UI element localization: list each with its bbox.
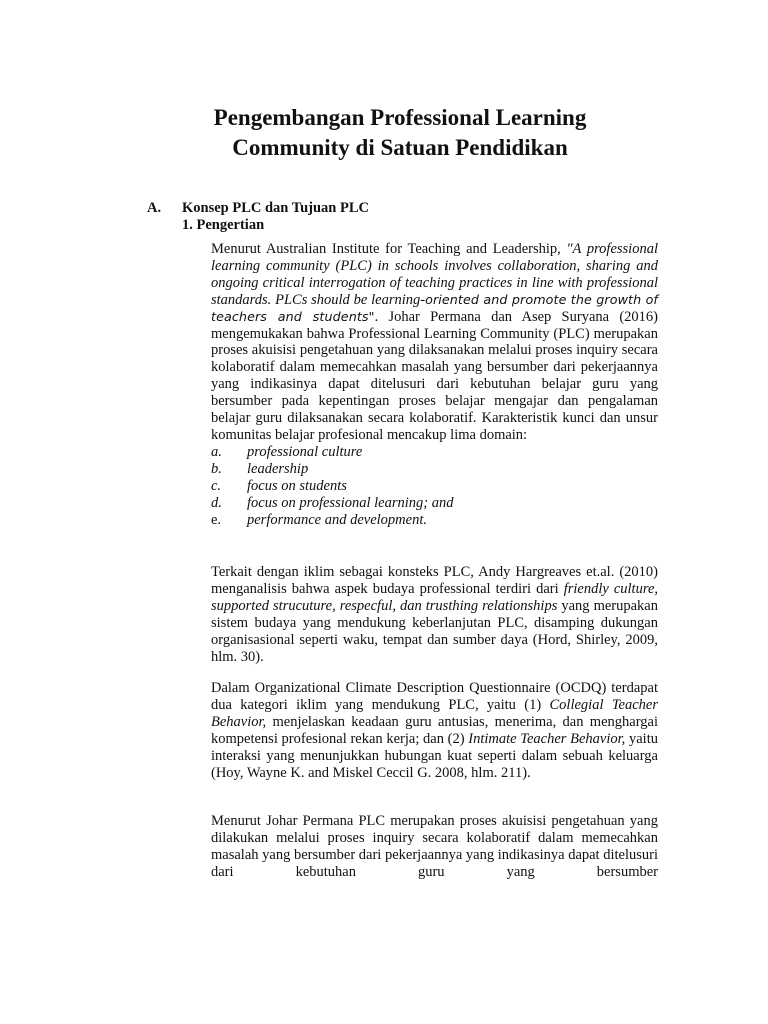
text-run: yang merupakan sistem budaya yang mendukung keberlanjutan PLC, disamping dukungan organisasional seperti waku, tempat dan sumber daya (Hord, Shirley, 2009, hlm. 30). bbox=[211, 597, 658, 665]
text-run: Terkait dengan iklim sebagai konsteks PLC, Andy Hargreaves et.al. (2010) menganalisis bahwa aspek budaya professional terdiri dari bbox=[211, 564, 658, 597]
paragraph-text bbox=[211, 680, 658, 781]
subsection-heading: 1. Pengertian bbox=[182, 217, 265, 233]
list-item bbox=[211, 478, 658, 495]
section-marker: A. bbox=[147, 200, 162, 216]
domain-list bbox=[211, 444, 658, 529]
list-marker: a. bbox=[211, 443, 222, 460]
paragraph-climate bbox=[211, 564, 658, 665]
list-item bbox=[211, 495, 658, 512]
list-marker: d. bbox=[211, 494, 222, 511]
text-italic: friendly culture, supported strucuture, respecful, dan trusthing relationships bbox=[211, 580, 659, 614]
quote-handwritten: oriented and promote the growth of teachers and students" bbox=[211, 291, 659, 324]
list-marker: b. bbox=[211, 460, 222, 477]
list-item bbox=[211, 461, 658, 478]
text-italic: Intimate Teacher Behavior, bbox=[468, 730, 626, 747]
list-marker: e. bbox=[211, 511, 222, 528]
quote-italic: "A professional learning community (PLC) in schools involves collaboration, sharing and ongoing critical interrogation of teaching practices in line with professional standards. PLCs should be learning- bbox=[211, 241, 658, 308]
text-run: Menurut Johar Permana PLC merupakan proses akuisisi pengetahuan yang dilakukan melalui proses inquiry secara kolaboratif dalam memecahkan masalah yang bersumber dari pekerjaannya yang indikasinya dapat ditelusuri dari kebutuhan guru yang bersumber bbox=[211, 813, 658, 880]
paragraph-johar bbox=[211, 813, 658, 881]
section-heading: Konsep PLC dan Tujuan PLC bbox=[182, 200, 369, 216]
list-text: focus on professional learning; and bbox=[247, 494, 454, 511]
list-text: professional culture bbox=[247, 443, 363, 460]
list-text: leadership bbox=[247, 460, 309, 477]
text-run: . Johar Permana dan Asep Suryana (2016) mengemukakan bahwa Professional Learning Community (PLC) merupakan proses akuisisi pengetahuan yang dilaksanakan melalui proses inquiry secara kolaboratif dalam memecahkan masalah yang bersumber dari pekerjaannya yang indikasinya dapat ditelusuri dari kebutuhan belajar guru yang bersumber pada kepentingan proses belajar mengajar dan pengalaman belajar guru dilaksanakan secara kolaboratif. Karakteristik kunci dan unsur komunitas belajar profesional mencakup lima domain: bbox=[211, 308, 658, 443]
title-line-1: Pengembangan Professional Learning bbox=[213, 105, 587, 130]
list-marker: c. bbox=[211, 477, 222, 494]
list-item bbox=[211, 444, 658, 461]
text-run: Menurut Australian Institute for Teaching and Leadership, bbox=[211, 241, 567, 257]
page-title bbox=[120, 103, 680, 163]
paragraph-text bbox=[211, 564, 658, 665]
paragraph-text bbox=[211, 813, 658, 881]
text-italic: Collegial Teacher Behavior, bbox=[211, 696, 659, 730]
paragraph-text bbox=[211, 241, 658, 444]
text-run: yaitu interaksi yang menunjukkan hubungan kuat seperti dalam sebuah keluarga (Hoy, Wayne K. and Miskel Ceccil G. 2008, hlm. 211). bbox=[211, 730, 658, 781]
list-text: performance and development. bbox=[247, 511, 427, 528]
text-run: Dalam Organizational Climate Description Questionnaire (OCDQ) terdapat dua kategori iklim yang mendukung PLC, yaitu (1) bbox=[211, 680, 658, 713]
list-item bbox=[211, 512, 658, 529]
text-run: menjelaskan keadaan guru antusias, menerima, dan menghargai kompetensi profesional rekan kerja; dan (2) bbox=[211, 713, 658, 747]
paragraph-definition bbox=[211, 241, 658, 528]
title-line-2: Community di Satuan Pendidikan bbox=[232, 135, 568, 160]
list-text: focus on students bbox=[247, 477, 347, 494]
paragraph-ocdq bbox=[211, 680, 658, 781]
